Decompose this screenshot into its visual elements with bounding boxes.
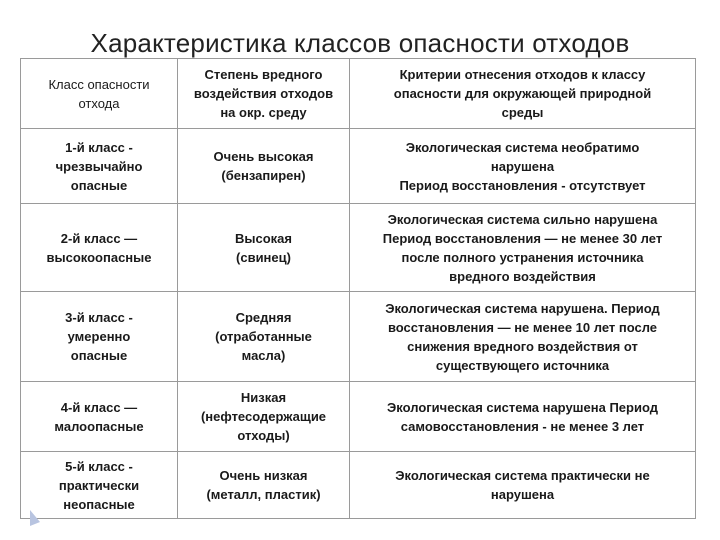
criteria-cell [350,452,696,519]
impact-line: (бензапирен) [221,168,306,183]
header-impact-line: на окр. среду [220,105,307,120]
header-impact-line: воздействия отходов [193,86,334,101]
header-criteria-line: опасности для окружающей природной [393,86,652,101]
page-title: Характеристика классов опасности отходов [90,28,630,58]
class-line: 2-й класс — [60,230,138,246]
criteria-cell [350,204,696,292]
criteria-line: Экологическая система нарушена Период [387,399,658,415]
class-line: опасные [70,177,128,193]
class-cell [21,129,178,204]
impact-cell [178,129,350,204]
criteria-line: самовосстановления - не менее 3 лет [400,418,645,434]
impact-cell [178,204,350,292]
impact-cell [178,382,350,452]
impact-line: (металл, пластик) [206,487,321,502]
criteria-line: снижения вредного воздействия от [407,338,638,354]
corner-arrow-shape [30,510,40,526]
table-row [21,382,696,452]
table-row [21,129,696,204]
class-line: 1-й класс - [65,139,133,155]
table-row [21,292,696,382]
criteria-line: Экологическая система необратимо [405,139,640,155]
criteria-line: существующего источника [435,357,610,373]
criteria-line: вредного воздействия [449,268,596,284]
criteria-line: нарушена [490,158,555,174]
header-class-line: Класс опасности [48,76,150,92]
criteria-line: Экологическая система нарушена. Период [385,300,660,316]
class-line: малоопасные [54,418,144,434]
criteria-cell [350,292,696,382]
impact-line: Низкая [240,390,287,405]
impact-line: Средняя [235,310,292,325]
class-line: 4-й класс — [60,399,138,415]
criteria-line: восстановления — не менее 10 лет после [387,319,658,335]
corner-arrow-icon [28,508,42,528]
class-line: практически [58,477,140,493]
class-line: неопасные [63,496,135,512]
impact-line: масла) [241,348,286,363]
header-impact-line: Степень вредного [204,67,323,82]
class-cell [21,292,178,382]
class-line: чрезвычайно [55,158,143,174]
class-cell [21,204,178,292]
criteria-cell [350,382,696,452]
class-line: 3-й класс - [65,310,133,325]
criteria-line: Экологическая система практически не [395,468,650,483]
header-class-cell [21,59,178,129]
criteria-line: Экологическая система сильно нарушена [387,211,658,227]
impact-cell [178,452,350,519]
table-row [21,204,696,292]
table-row [21,452,696,519]
impact-line: (свинец) [236,249,291,265]
class-line: высокоопасные [46,249,152,265]
class-line: 5-й класс - [65,458,133,474]
criteria-cell [350,129,696,204]
impact-line: Высокая [235,230,292,246]
impact-line: (отработанные [215,329,312,344]
class-cell [21,452,178,519]
criteria-line: Период восстановления - отсутствует [399,177,646,193]
criteria-line: после полного устранения источника [401,249,644,265]
class-line: опасные [70,348,128,363]
header-criteria-line: Критерии отнесения отходов к классу [399,67,646,82]
impact-line: Очень высокая [213,149,314,164]
class-line: умеренно [67,329,131,344]
impact-line: Очень низкая [219,468,308,483]
impact-line: (нефтесодержащие [200,409,327,424]
criteria-line: Период восстановления — не менее 30 лет [382,230,663,246]
impact-cell [178,292,350,382]
header-class-line: отхода [78,95,120,111]
header-criteria-line: среды [501,105,544,120]
header-criteria-cell [350,59,696,129]
class-cell [21,382,178,452]
impact-line: отходы) [237,428,290,443]
criteria-line: нарушена [490,487,555,502]
header-impact-cell [178,59,350,129]
table-header-row [21,59,696,129]
hazard-classes-table [20,58,696,519]
